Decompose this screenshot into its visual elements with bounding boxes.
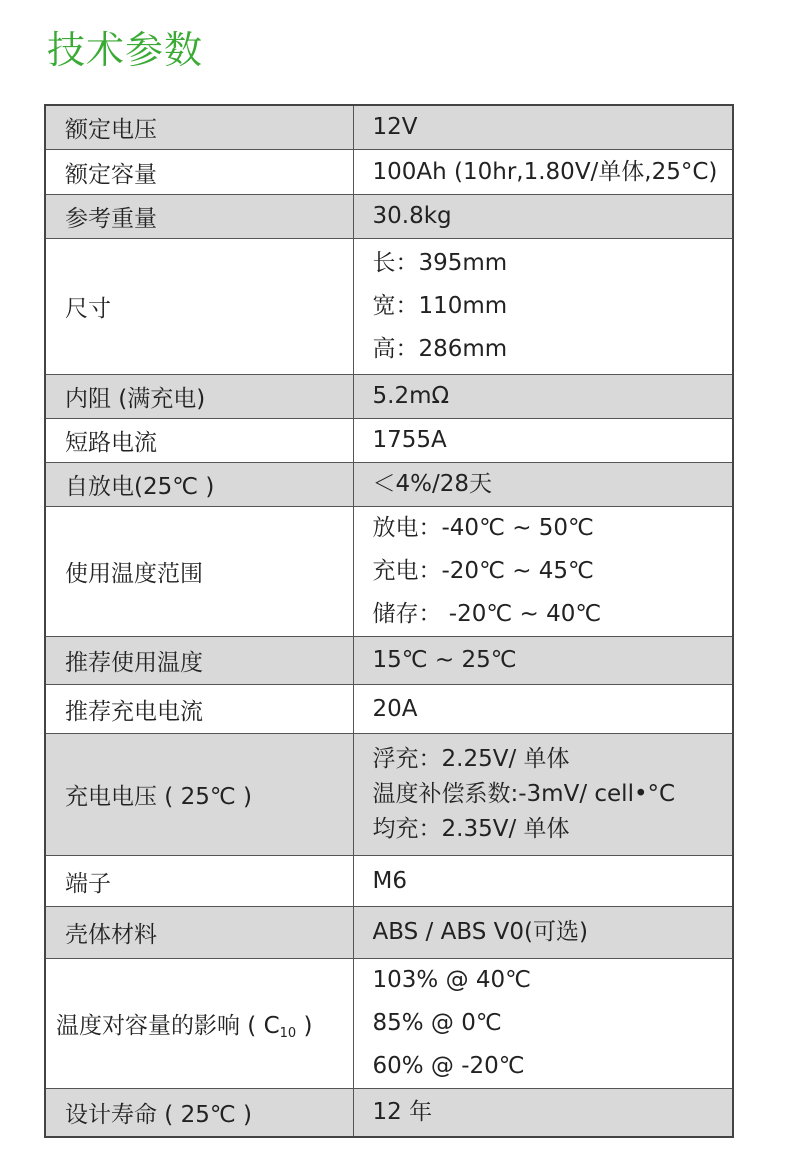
param-label: 参考重量 [45, 195, 353, 239]
param-label: 尺寸 [45, 239, 353, 375]
table-row [45, 150, 733, 195]
page-title: 技术参数 [47, 28, 204, 72]
param-value: 15℃ ~ 25℃ [353, 637, 733, 685]
table-row [45, 959, 733, 1089]
param-value: 12V [353, 105, 733, 150]
param-label: 额定容量 [45, 150, 353, 195]
param-label: 额定电压 [45, 105, 353, 150]
param-value: 1755A [353, 419, 733, 463]
param-label: 使用温度范围 [45, 507, 353, 637]
table-row [45, 105, 733, 150]
param-value: 30.8kg [353, 195, 733, 239]
table-row [45, 685, 733, 734]
table-row [45, 734, 733, 856]
param-label: 短路电流 [45, 419, 353, 463]
param-value: 长：395mm 宽：110mm 高：286mm [353, 239, 733, 375]
param-label: 推荐充电电流 [45, 685, 353, 734]
table-row [45, 856, 733, 907]
param-label: 壳体材料 [45, 907, 353, 959]
param-label: 充电电压 ( 25℃ ) [45, 734, 353, 856]
table-row [45, 1089, 733, 1137]
param-value: 浮充：2.25V/ 单体 温度补偿系数:-3mV/ cell•°C 均充：2.35V/ 单体 [353, 734, 733, 856]
param-value: 放电：-40℃ ~ 50℃ 充电：-20℃ ~ 45℃ 储存： -20℃ ~ 40℃ [353, 507, 733, 637]
table-row [45, 463, 733, 507]
param-value: M6 [353, 856, 733, 907]
param-value: ＜4%/28天 [353, 463, 733, 507]
param-label: 自放电(25℃ ) [45, 463, 353, 507]
param-label: 设计寿命 ( 25℃ ) [45, 1089, 353, 1137]
param-label: 推荐使用温度 [45, 637, 353, 685]
param-value: 100Ah (10hr,1.80V/单体,25°C) [353, 150, 733, 195]
param-value: 20A [353, 685, 733, 734]
table-row [45, 507, 733, 637]
table-row [45, 239, 733, 375]
param-value: 5.2mΩ [353, 375, 733, 419]
param-value: 103% @ 40℃ 85% @ 0℃ 60% @ -20℃ [353, 959, 733, 1089]
table-row [45, 419, 733, 463]
table-row [45, 195, 733, 239]
table-row [45, 637, 733, 685]
param-label: 内阻 (满充电) [45, 375, 353, 419]
table-row [45, 907, 733, 959]
param-label: 端子 [45, 856, 353, 907]
table-row [45, 375, 733, 419]
param-value: ABS / ABS V0(可选) [353, 907, 733, 959]
spec-table [44, 104, 734, 1138]
param-label: 温度对容量的影响 ( $C_{10}$ ) [45, 959, 353, 1089]
param-value: 12 年 [353, 1089, 733, 1137]
